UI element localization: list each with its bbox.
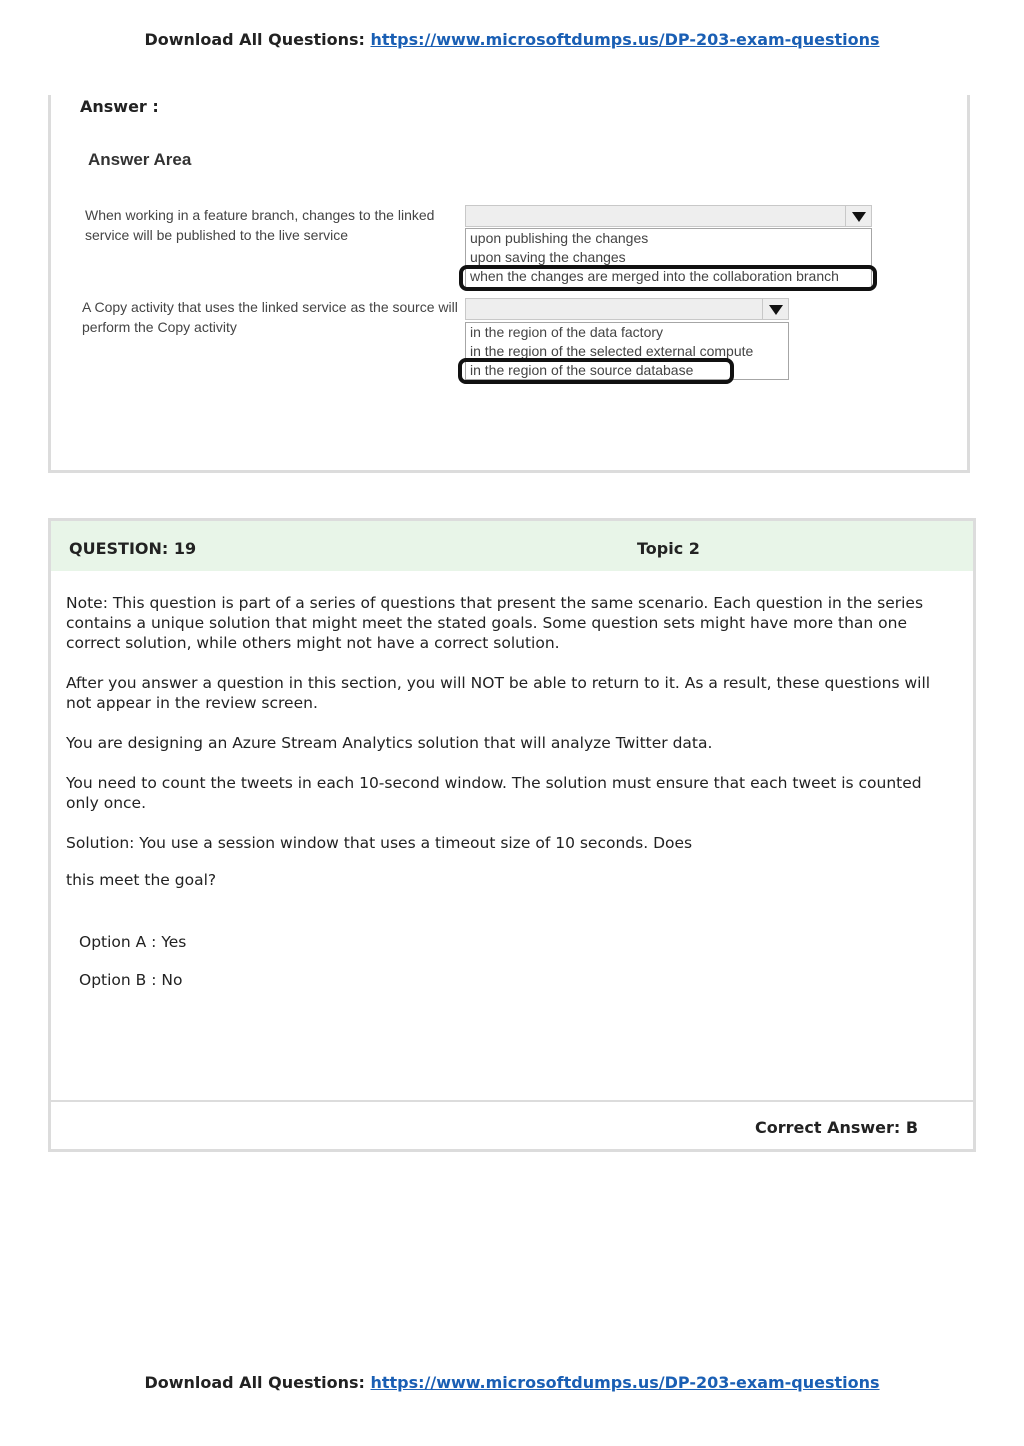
dropdown-2-option-2[interactable]: in the region of the selected external compute [470,343,754,359]
question-paragraph: You are designing an Azure Stream Analytics solution that will analyze Twitter data. [66,734,713,752]
selected-answer-highlight-2 [458,358,734,384]
dropdown-1-header[interactable] [465,205,872,227]
dropdown-arrow-icon[interactable] [845,205,871,227]
question-paragraph: Note: This question is part of a series of questions that present the same scenario. Each question in the series contains a unique solution that might meet the stated goals. Some question sets might have more than one correct solution, while others might not have a correct solution. [66,594,924,652]
question-paragraph: this meet the goal? [66,871,217,889]
question-box [48,518,976,1152]
divider [51,1100,973,1102]
question-body [66,593,936,910]
question-paragraph: You need to count the tweets in each 10-second window. The solution must ensure that each tweet is counted only once. [66,774,922,812]
question-topic: Topic 2 [637,539,700,558]
selected-answer-highlight-1 [459,265,877,291]
answer-options [79,933,186,1009]
question-header [51,521,973,571]
answer-area-image [80,140,880,390]
answer-area-statement-1: When working in a feature branch, changes to the linked service will be published to the live service [85,207,435,243]
answer-area-title: Answer Area [88,150,192,169]
question-paragraph: Solution: You use a session window that uses a timeout size of 10 seconds. Does [66,834,693,852]
footer-download-link[interactable]: https://www.microsoftdumps.us/DP-203-exam-questions [370,1373,880,1392]
footer-label: Download All Questions: [144,1373,365,1392]
dropdown-1-option-2[interactable]: upon saving the changes [470,249,626,265]
dropdown-2-option-3[interactable]: in the region of the source database [470,362,694,378]
question-paragraph: After you answer a question in this section, you will NOT be able to return to it. As a result, these questions will not appear in the review screen. [66,674,931,712]
page-header [0,30,1024,49]
answer-label: Answer : [80,97,159,116]
dropdown-2-option-1[interactable]: in the region of the data factory [470,324,664,340]
header-label: Download All Questions: [144,30,365,49]
answer-area-statement-2: A Copy activity that uses the linked service as the source will perform the Copy activity [82,299,458,335]
dropdown-2-header[interactable] [465,298,789,320]
dropdown-1-option-1[interactable]: upon publishing the changes [470,230,649,246]
option-a[interactable]: Option A : Yes [79,933,187,951]
dropdown-arrow-icon[interactable] [762,298,788,320]
question-number: QUESTION: 19 [69,539,197,558]
header-download-link[interactable]: https://www.microsoftdumps.us/DP-203-exam-questions [370,30,880,49]
correct-answer: Correct Answer: B [755,1118,919,1137]
page-footer [0,1373,1024,1392]
dropdown-1-option-3[interactable]: when the changes are merged into the collaboration branch [470,268,839,284]
option-b[interactable]: Option B : No [79,971,183,989]
